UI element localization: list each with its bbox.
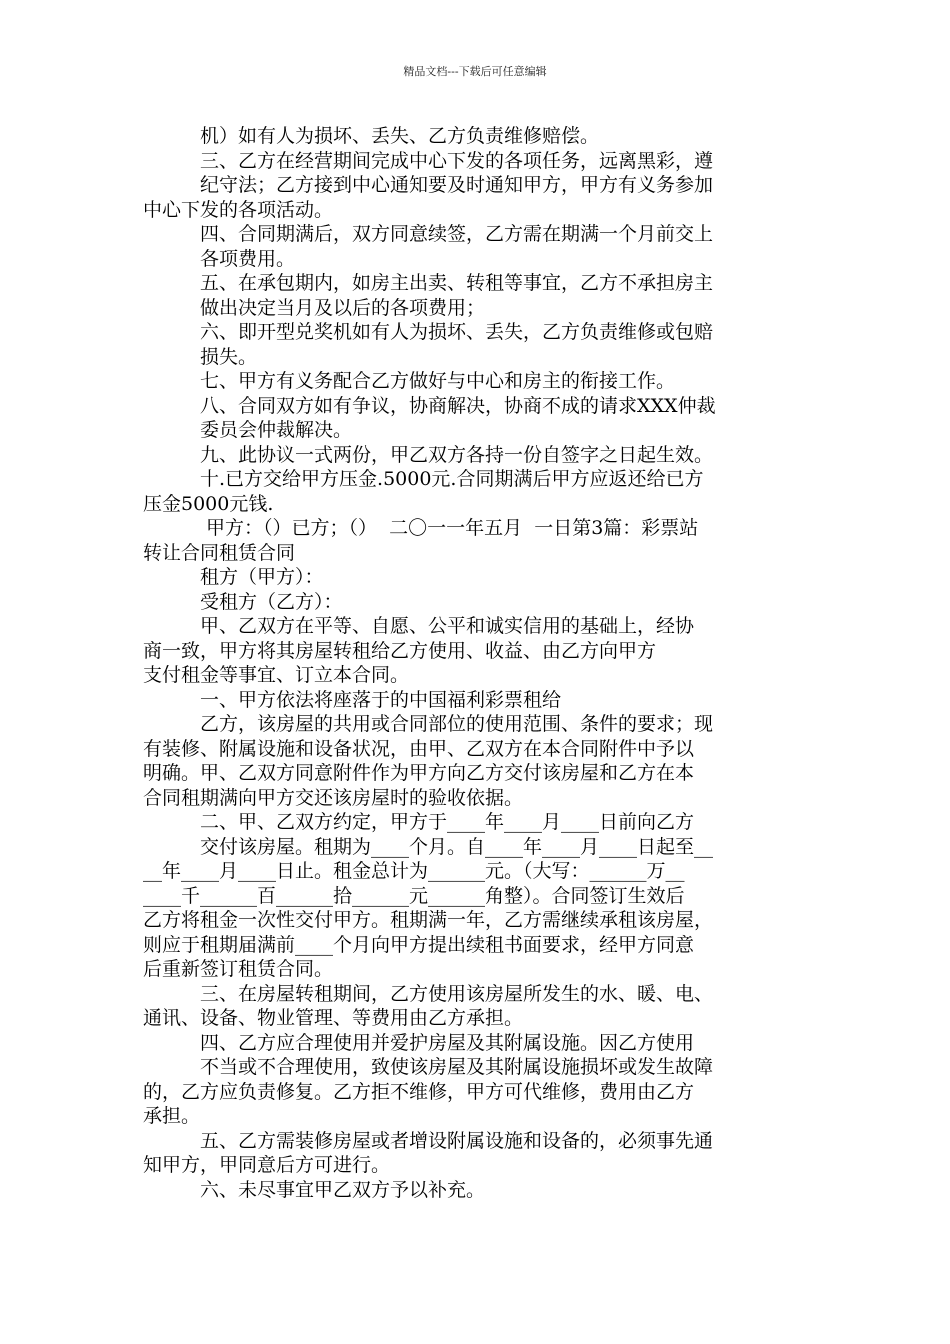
document-line: 五、乙方需装修房屋或者增设附属设施和设备的，必须事先通 [200, 1129, 714, 1152]
document-line: 转让合同租赁合同 [143, 541, 296, 564]
document-line: 六、即开型兑奖机如有人为损坏、丢失，乙方负责维修或包赔 [200, 321, 714, 343]
document-line: 机）如有人为损坏、丢失、乙方负责维修赔偿。 [200, 125, 600, 147]
document-line: 损失。 [200, 345, 258, 368]
document-line: 商一致，甲方将其房屋转租给乙方使用、收益、由乙方向甲方 [143, 639, 657, 662]
document-line: 后重新签订租赁合同。 [143, 958, 334, 980]
document-line: 三、乙方在经营期间完成中心下发的各项任务，远离黑彩，遵 [200, 149, 714, 172]
document-line: 八、合同双方如有争议，协商解决，协商不成的请求XXX仲裁 [200, 394, 716, 417]
document-line: 二、甲、乙双方约定，甲方于____年____月____日前向乙方 [200, 811, 695, 833]
document-line: 乙方将租金一次性交付甲方。租期满一年，乙方需继续承租该房屋， [143, 909, 714, 931]
document-line: 租方（甲方）： [200, 566, 324, 588]
document-line: 的，乙方应负责修复。乙方拒不维修，甲方可代维修，费用由乙方 [143, 1080, 695, 1103]
document-line: 不当或不合理使用，致使该房屋及其附属设施损坏或发生故障 [200, 1056, 714, 1078]
document-line: 六、未尽事宜甲乙双方予以补充。 [200, 1178, 486, 1201]
document-line: 一、甲方依法将座落于的中国福利彩票租给 [200, 688, 562, 711]
document-line: 三、在房屋转租期间，乙方使用该房屋所发生的水、暖、电、 [200, 982, 714, 1005]
document-line: 交付该房屋。租期为____个月。自____年____月____日起至__ [200, 835, 714, 858]
document-line: 各项费用。 [200, 247, 296, 270]
document-line: 乙方，该房屋的共用或合同部位的使用范围、条件的要求；现 [200, 713, 714, 735]
document-line: 十.已方交给甲方压金.5000元.合同期满后甲方应返还给已方 [200, 468, 704, 490]
document-line: 四、乙方应合理使用并爱护房屋及其附属设施。因乙方使用 [200, 1031, 695, 1054]
document-line: 中心下发的各项活动。 [143, 198, 334, 221]
document-line: __年____月____日止。租金总计为______元。（大写：______万__ [143, 860, 685, 882]
document-line: 四、合同期满后，双方同意续签，乙方需在期满一个月前交上 [200, 223, 714, 245]
document-line: 做出决定当月及以后的各项费用； [200, 296, 486, 319]
document-line: 合同租期满向甲方交还该房屋时的验收依据。 [143, 786, 524, 809]
document-body [143, 124, 811, 1202]
document-line: 有装修、附属设施和设备状况，由甲、乙双方在本合同附件中予以 [143, 737, 695, 760]
document-line: 承担。 [143, 1105, 201, 1127]
document-line: 甲、乙双方在平等、自愿、公平和诚实信用的基础上，经协 [200, 615, 695, 637]
document-line: 则应于租期届满前____个月向甲方提出续租书面要求，经甲方同意 [143, 933, 695, 956]
document-line: 通讯、设备、物业管理、等费用由乙方承担。 [143, 1007, 524, 1029]
document-line: 七、甲方有义务配合乙方做好与中心和房主的衔接工作。 [200, 370, 676, 392]
document-line: 支付租金等事宜、订立本合同。 [143, 664, 410, 686]
document-line: 知甲方，甲同意后方可进行。 [143, 1154, 391, 1176]
document-line: 纪守法；乙方接到中心通知要及时通知甲方，甲方有义务参加 [200, 174, 714, 196]
document-line: 委员会仲裁解决。 [200, 419, 353, 441]
document-line: 五、在承包期内，如房主出卖、转租等事宜，乙方不承担房主 [200, 272, 714, 294]
page-header: 精品文档---下载后可任意编辑 [403, 65, 547, 78]
document-line: 甲方：（）已方；（） 二〇一一年五月 一日第3篇：彩票站 [200, 517, 699, 539]
document-line: ____千______百______拾______元______角整）。合同签订生效后 [143, 884, 685, 907]
document-line: 明确。甲、乙双方同意附件作为甲方向乙方交付该房屋和乙方在本 [143, 762, 695, 784]
document-line: 压金5000元钱. [143, 492, 274, 515]
document-line: 受租方（乙方）： [200, 590, 343, 613]
document-line: 九、此协议一式两份，甲乙双方各持一份自签字之日起生效。 [200, 443, 714, 466]
